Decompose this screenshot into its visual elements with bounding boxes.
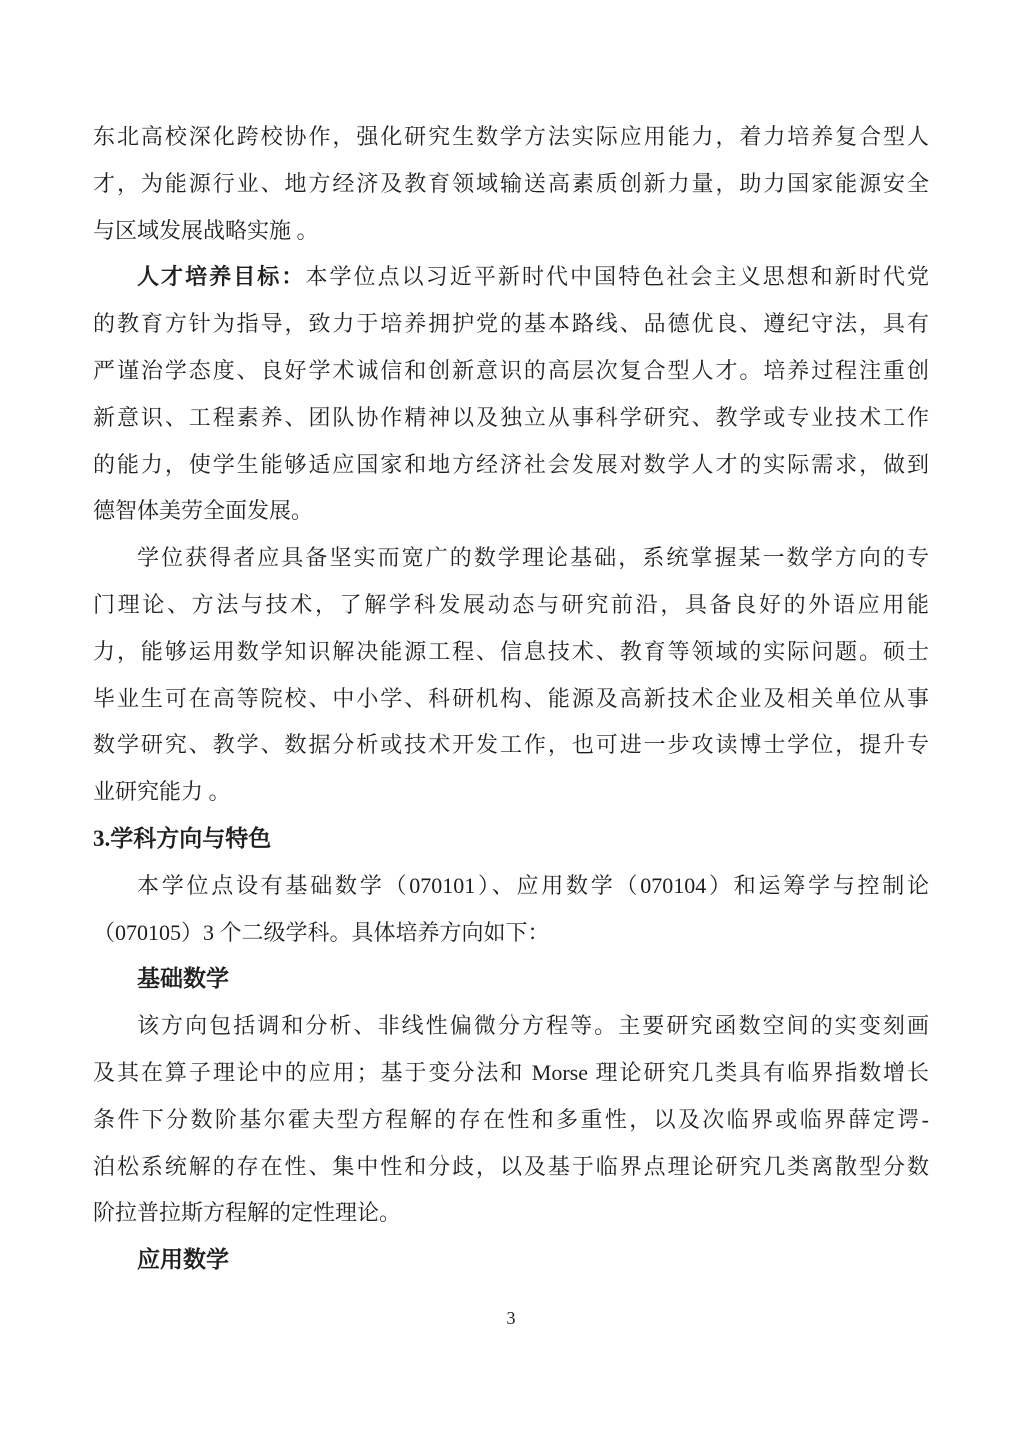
text-line: 的教育方针为指导，致力于培养拥护党的基本路线、品德优良、遵纪守法，具有 — [93, 311, 929, 337]
section-3-heading: 3.学科方向与特色 — [93, 825, 272, 851]
text-line: 学位获得者应具备坚实而宽广的数学理论基础，系统掌握某一数学方向的专 — [137, 545, 929, 571]
text-line: 毕业生可在高等院校、中小学、科研机构、能源及高新技术企业及相关单位从事 — [93, 685, 929, 711]
text-line: （070105）3 个二级学科。具体培养方向如下： — [93, 919, 550, 945]
degree-holder-paragraph — [93, 535, 929, 816]
text-line: 德智体美劳全面发展。 — [93, 498, 314, 524]
paragraph-label: 人才培养目标： — [137, 264, 306, 290]
text-line: 与区域发展战略实施 。 — [93, 217, 319, 243]
text-line: 门理论、方法与技术，了解学科发展动态与研究前沿，具备良好的外语应用能 — [93, 591, 929, 617]
text-line — [93, 254, 929, 301]
text-line: 的能力，使学生能够适应国家和地方经济社会发展对数学人才的实际需求，做到 — [93, 451, 929, 477]
text-line: 泊松系统解的存在性、集中性和分歧，以及基于临界点理论研究几类离散型分数 — [93, 1153, 929, 1179]
text-line: 新意识、工程素养、团队协作精神以及独立从事科学研究、教学或专业技术工作 — [93, 404, 929, 430]
text-line: 东北高校深化跨校协作，强化研究生数学方法实际应用能力，着力培养复合型人 — [93, 124, 929, 149]
text-line: 该方向包括调和分析、非线性偏微分方程等。主要研究函数空间的实变刻画 — [137, 1013, 929, 1039]
text-line: 数学研究、教学、数据分析或技术开发工作，也可进一步攻读博士学位，提升专 — [93, 732, 929, 758]
text-line: 才，为能源行业、地方经济及教育领域输送高素质创新力量，助力国家能源安全 — [93, 170, 929, 196]
text-line: 阶拉普拉斯方程解的定性理论。 — [93, 1200, 402, 1226]
basic-math-paragraph — [93, 1003, 929, 1237]
paragraph-text: 本学位点以习近平新时代中国特色社会主义思想和新时代党 — [305, 264, 929, 290]
text-line: 严谨治学态度、良好学术诚信和创新意识的高层次复合型人才。培养过程注重创 — [93, 357, 929, 383]
continuation-paragraph — [93, 114, 929, 254]
text-line: 本学位点设有基础数学（070101）、应用数学（070104）和运筹学与控制论 — [137, 872, 929, 898]
text-line: 条件下分数阶基尔霍夫型方程解的存在性和多重性，以及次临界或临界薛定谔- — [93, 1106, 929, 1132]
applied-math-subheading: 应用数学 — [137, 1247, 229, 1273]
disciplines-paragraph — [93, 863, 929, 957]
page-body — [93, 114, 929, 1284]
basic-math-subheading: 基础数学 — [137, 966, 229, 992]
talent-goal-paragraph — [93, 254, 929, 535]
page-number: 3 — [506, 1308, 516, 1328]
text-line: 业研究能力 。 — [93, 779, 231, 805]
text-line: 及其在算子理论中的应用；基于变分法和 Morse 理论研究几类具有临界指数增长 — [93, 1059, 929, 1085]
text-line: 力，能够运用数学知识解决能源工程、信息技术、教育等领域的实际问题。硕士 — [93, 638, 929, 664]
